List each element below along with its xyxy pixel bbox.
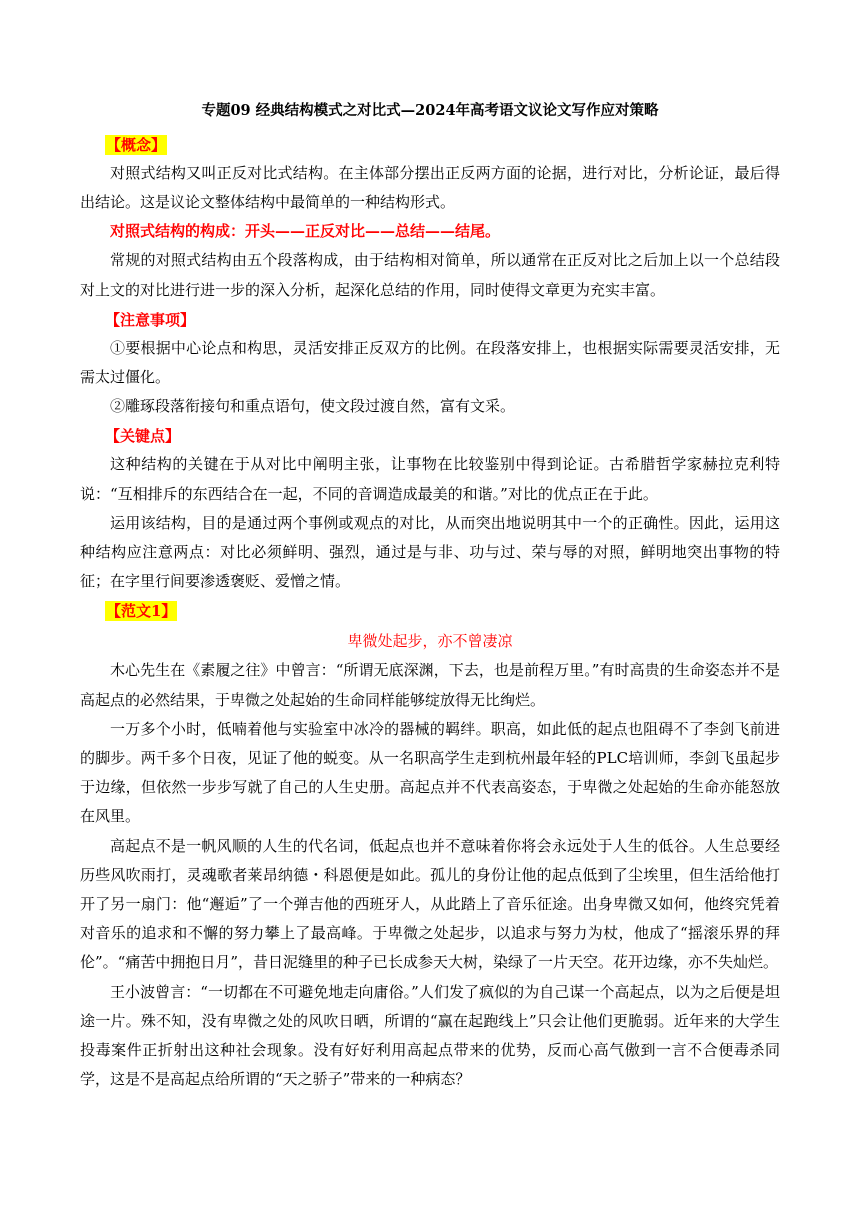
note-paragraph-1: ①要根据中心论点和构思，灵活安排正反双方的比例。在段落安排上，也根据实际需要灵活安排，无需太过僵化。 [80,338,780,387]
notes-heading-line [80,305,780,334]
example-heading: 【范文1】 [106,602,177,621]
note-paragraph-2: ②雕琢段落衔接句和重点语句，使文段过渡自然，富有文采。 [110,397,516,416]
document-body [80,100,780,1094]
essay-title: 卑微处起步，亦不曾凄凉 [347,632,513,651]
structure-paragraph: 常规的对照式结构由五个段落构成，由于结构相对简单，所以通常在正反对比之后加上以一个总结段对上文的对比进行进一步的深入分析，起深化总结的作用，同时使得文章更为充实丰富。 [80,251,780,299]
key-heading-line [80,421,780,450]
essay-paragraph-4: 王小波曾言：“一切都在不可避免地走向庸俗。”人们发了疯似的为自己谋一个高起点，以为之后便是坦途一片。殊不知，没有卑微之处的风吹日晒，所谓的“赢在起跑线上”只会让他们更脆弱。近年来的大学生投毒案件正折射出这种社会现象。没有好好利用高起点带来的优势，反而心高气傲到一言不合便毒杀同学，这是不是高起点给所谓的“天之骄子”带来的一种病态？ [80,982,780,1089]
key-heading: 【关键点】 [105,427,181,446]
document-title: 专题09 经典结构模式之对比式—2024年高考语文议论文写作应对策略 [201,102,659,119]
structure-line: 对照式结构的构成：开头——正反对比——总结——结尾。 [110,222,501,241]
key-paragraph-2: 运用该结构，目的是通过两个事例或观点的对比，从而突出地说明其中一个的正确性。因此，运用这种结构应注意两点：对比必须鲜明、强烈，通过是与非、功与过、荣与辱的对照，鲜明地突出事物的特征；在字里行间要渗透褒贬、爱憎之情。 [80,513,780,591]
concept-heading: 【概念】 [106,136,167,154]
essay-paragraph-1: 木心先生在《素履之往》中曾言：“所谓无底深渊，下去，也是前程万里。”有时高贵的生命姿态并不是高起点的必然结果，于卑微之处起始的生命同样能够绽放得无比绚烂。 [80,661,780,709]
notes-heading: 【注意事项】 [105,310,196,329]
essay-paragraph-3: 高起点不是一帆风顺的人生的代名词，低起点也并不意味着你将会永远处于人生的低谷。人生总要经历些风吹雨打，灵魂歌者莱昂纳德・科恩便是如此。孤儿的身份让他的起点低到了尘埃里，但生活给他打开了另一扇门：他“邂逅”了一个弹吉他的西班牙人，从此踏上了音乐征途。出身卑微又如何，他终究凭着对音乐的追求和不懈的努力攀上了最高峰。于卑微之处起步，以追求与努力为杖，他成了“摇滚乐界的拜伦”。“痛苦中拥抱日月”，昔日泥缝里的种子已长成参天大树，染绿了一片天空。花开边缘，亦不失灿烂。 [80,836,780,972]
key-paragraph-1: 这种结构的关键在于从对比中阐明主张，让事物在比较鉴别中得到论证。古希腊哲学家赫拉克利特说：“互相排斥的东西结合在一起，不同的音调造成最美的和谐。”对比的优点正在于此。 [80,455,780,503]
concept-paragraph: 对照式结构又叫正反对比式结构。在主体部分摆出正反两方面的论据，进行对比，分析论证，最后得出结论。这是议论文整体结构中最简单的一种结构形式。 [80,164,780,212]
example-heading-line [80,596,780,625]
concept-heading-line [80,130,780,159]
essay-paragraph-2: 一万多个小时，低喃着他与实验室中冰冷的器械的羁绊。职高，如此低的起点也阻碍不了李剑飞前进的脚步。两千多个日夜，见证了他的蜕变。从一名职高学生走到杭州最年轻的PLC培训师，李剑飞虽起步于边缘，但依然一步步写就了自己的人生史册。高起点并不代表高姿态，于卑微之处起始的生命亦能怒放在风里。 [80,719,780,826]
